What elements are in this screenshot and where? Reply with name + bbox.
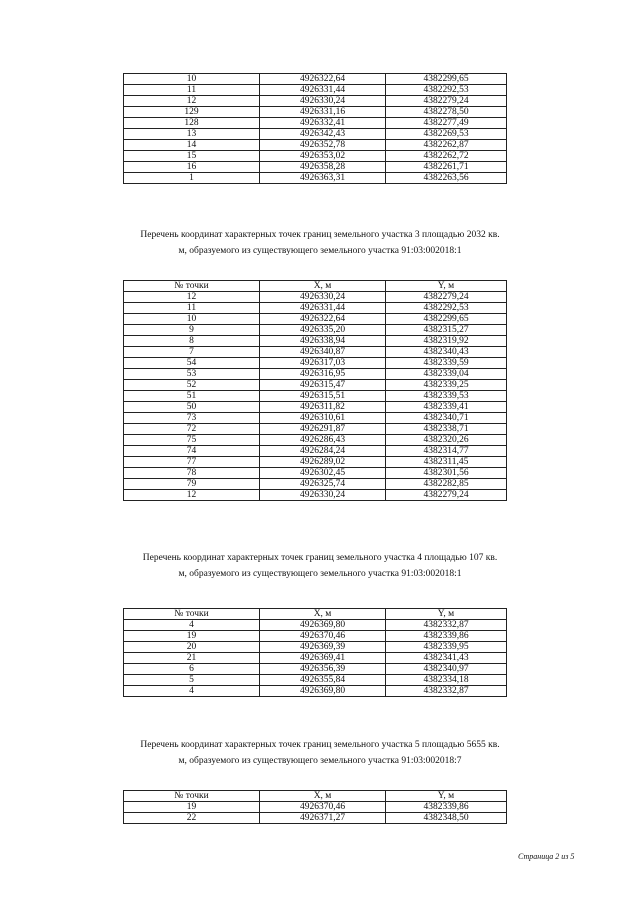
caption-line-2: м, образуемого из существующего земельного участка 91:03:002018:1 [178,569,462,579]
y-coordinate-cell: 4382339,25 [386,380,507,391]
x-coordinate-cell: 4926330,24 [260,490,386,501]
coordinates-table-continued [123,73,507,184]
caption-line-2: м, образуемого из существующего земельного участка 91:03:002018:1 [178,246,462,256]
y-coordinate-cell: 4382319,92 [386,336,507,347]
table-row [124,446,507,457]
x-coordinate-cell: 4926291,87 [260,424,386,435]
caption-plot-3 [120,227,520,259]
y-coordinate-cell: 4382263,56 [386,173,507,184]
x-coordinate-cell: 4926352,78 [260,140,386,151]
x-coordinate-cell: 4926358,28 [260,162,386,173]
point-number-cell: 20 [124,642,260,653]
x-coordinate-cell: 4926332,41 [260,118,386,129]
table-row [124,675,507,686]
table-row [124,118,507,129]
point-number-cell: 128 [124,118,260,129]
table-row [124,435,507,446]
table-body [124,292,507,501]
y-coordinate-cell: 4382299,65 [386,314,507,325]
col-point-number-header: № точки [124,791,260,802]
y-coordinate-cell: 4382340,71 [386,413,507,424]
point-number-cell: 51 [124,391,260,402]
y-coordinate-cell: 4382314,77 [386,446,507,457]
point-number-cell: 9 [124,325,260,336]
table-row [124,413,507,424]
table-row [124,802,507,813]
y-coordinate-cell: 4382338,71 [386,424,507,435]
caption-line-2: м, образуемого из существующего земельного участка 91:03:002018:7 [178,756,462,766]
x-coordinate-cell: 4926340,87 [260,347,386,358]
point-number-cell: 73 [124,413,260,424]
table-row [124,813,507,824]
y-coordinate-cell: 4382339,86 [386,631,507,642]
header-row [124,281,507,292]
y-coordinate-cell: 4382339,53 [386,391,507,402]
point-number-cell: 4 [124,686,260,697]
y-coordinate-cell: 4382279,24 [386,292,507,303]
col-y-header: Y, м [386,609,507,620]
y-coordinate-cell: 4382339,41 [386,402,507,413]
x-coordinate-cell: 4926330,24 [260,292,386,303]
point-number-cell: 4 [124,620,260,631]
x-coordinate-cell: 4926315,51 [260,391,386,402]
table-row [124,391,507,402]
table-row [124,468,507,479]
point-number-cell: 8 [124,336,260,347]
point-number-cell: 12 [124,292,260,303]
y-coordinate-cell: 4382262,87 [386,140,507,151]
x-coordinate-cell: 4926311,82 [260,402,386,413]
x-coordinate-cell: 4926302,45 [260,468,386,479]
x-coordinate-cell: 4926370,46 [260,631,386,642]
col-x-header: X, м [260,281,386,292]
point-number-cell: 1 [124,173,260,184]
y-coordinate-cell: 4382311,45 [386,457,507,468]
y-coordinate-cell: 4382315,27 [386,325,507,336]
x-coordinate-cell: 4926315,47 [260,380,386,391]
caption-line-1: Перечень координат характерных точек границ земельного участка 3 площадью 2032 кв. [140,230,500,240]
point-number-cell: 15 [124,151,260,162]
y-coordinate-cell: 4382261,71 [386,162,507,173]
table-row [124,490,507,501]
table-body [124,74,507,184]
point-number-cell: 10 [124,314,260,325]
table-row [124,358,507,369]
point-number-cell: 54 [124,358,260,369]
y-coordinate-cell: 4382340,97 [386,664,507,675]
y-coordinate-cell: 4382292,53 [386,303,507,314]
caption-plot-5 [120,737,520,769]
table-row [124,162,507,173]
x-coordinate-cell: 4926369,39 [260,642,386,653]
y-coordinate-cell: 4382292,53 [386,85,507,96]
table-row [124,380,507,391]
y-coordinate-cell: 4382269,53 [386,129,507,140]
point-number-cell: 53 [124,369,260,380]
col-x-header: X, м [260,791,386,802]
x-coordinate-cell: 4926353,02 [260,151,386,162]
point-number-cell: 13 [124,129,260,140]
point-number-cell: 7 [124,347,260,358]
x-coordinate-cell: 4926369,80 [260,686,386,697]
point-number-cell: 50 [124,402,260,413]
table-row [124,631,507,642]
table-row [124,653,507,664]
point-number-cell: 21 [124,653,260,664]
point-number-cell: 14 [124,140,260,151]
point-number-cell: 22 [124,813,260,824]
coordinates-table-plot-3 [123,280,507,501]
x-coordinate-cell: 4926317,03 [260,358,386,369]
y-coordinate-cell: 4382339,04 [386,369,507,380]
point-number-cell: 52 [124,380,260,391]
y-coordinate-cell: 4382301,56 [386,468,507,479]
point-number-cell: 19 [124,631,260,642]
x-coordinate-cell: 4926371,27 [260,813,386,824]
point-number-cell: 12 [124,96,260,107]
table-row [124,74,507,85]
x-coordinate-cell: 4926322,64 [260,314,386,325]
y-coordinate-cell: 4382279,24 [386,490,507,501]
y-coordinate-cell: 4382320,26 [386,435,507,446]
x-coordinate-cell: 4926370,46 [260,802,386,813]
point-number-cell: 74 [124,446,260,457]
point-number-cell: 72 [124,424,260,435]
table-row [124,686,507,697]
table-row [124,664,507,675]
table-row [124,325,507,336]
header-row [124,609,507,620]
table-row [124,173,507,184]
point-number-cell: 5 [124,675,260,686]
y-coordinate-cell: 4382339,95 [386,642,507,653]
y-coordinate-cell: 4382340,43 [386,347,507,358]
x-coordinate-cell: 4926369,41 [260,653,386,664]
x-coordinate-cell: 4926289,02 [260,457,386,468]
table-row [124,369,507,380]
table-row [124,457,507,468]
y-coordinate-cell: 4382277,49 [386,118,507,129]
point-number-cell: 12 [124,490,260,501]
col-x-header: X, м [260,609,386,620]
table-row [124,129,507,140]
x-coordinate-cell: 4926356,39 [260,664,386,675]
x-coordinate-cell: 4926330,24 [260,96,386,107]
point-number-cell: 6 [124,664,260,675]
y-coordinate-cell: 4382334,18 [386,675,507,686]
y-coordinate-cell: 4382262,72 [386,151,507,162]
point-number-cell: 75 [124,435,260,446]
table-row [124,292,507,303]
x-coordinate-cell: 4926355,84 [260,675,386,686]
x-coordinate-cell: 4926325,74 [260,479,386,490]
table-row [124,402,507,413]
coordinates-table-plot-5 [123,790,507,824]
table-row [124,424,507,435]
point-number-cell: 19 [124,802,260,813]
page-number: Страница 2 из 5 [518,852,575,861]
table-row [124,347,507,358]
x-coordinate-cell: 4926331,16 [260,107,386,118]
y-coordinate-cell: 4382278,50 [386,107,507,118]
y-coordinate-cell: 4382339,86 [386,802,507,813]
x-coordinate-cell: 4926338,94 [260,336,386,347]
y-coordinate-cell: 4382282,85 [386,479,507,490]
table-body [124,802,507,824]
table-row [124,85,507,96]
point-number-cell: 11 [124,303,260,314]
caption-plot-4 [120,550,520,582]
x-coordinate-cell: 4926331,44 [260,303,386,314]
point-number-cell: 77 [124,457,260,468]
caption-line-1: Перечень координат характерных точек границ земельного участка 5 площадью 5655 кв. [140,740,500,750]
y-coordinate-cell: 4382348,50 [386,813,507,824]
col-y-header: Y, м [386,791,507,802]
x-coordinate-cell: 4926310,61 [260,413,386,424]
table-row [124,96,507,107]
header-row [124,791,507,802]
table-row [124,107,507,118]
table-row [124,140,507,151]
x-coordinate-cell: 4926335,20 [260,325,386,336]
table-row [124,336,507,347]
x-coordinate-cell: 4926284,24 [260,446,386,457]
y-coordinate-cell: 4382279,24 [386,96,507,107]
x-coordinate-cell: 4926342,43 [260,129,386,140]
point-number-cell: 129 [124,107,260,118]
table-row [124,303,507,314]
table-row [124,314,507,325]
x-coordinate-cell: 4926363,31 [260,173,386,184]
table-row [124,620,507,631]
y-coordinate-cell: 4382332,87 [386,686,507,697]
point-number-cell: 79 [124,479,260,490]
x-coordinate-cell: 4926369,80 [260,620,386,631]
y-coordinate-cell: 4382339,59 [386,358,507,369]
x-coordinate-cell: 4926316,95 [260,369,386,380]
table-header [124,791,507,802]
x-coordinate-cell: 4926286,43 [260,435,386,446]
x-coordinate-cell: 4926322,64 [260,74,386,85]
point-number-cell: 10 [124,74,260,85]
caption-line-1: Перечень координат характерных точек границ земельного участка 4 площадью 107 кв. [142,553,498,563]
point-number-cell: 78 [124,468,260,479]
col-point-number-header: № точки [124,281,260,292]
table-header [124,281,507,292]
y-coordinate-cell: 4382299,65 [386,74,507,85]
table-row [124,642,507,653]
table-row [124,479,507,490]
table-row [124,151,507,162]
table-header [124,609,507,620]
col-point-number-header: № точки [124,609,260,620]
point-number-cell: 16 [124,162,260,173]
point-number-cell: 11 [124,85,260,96]
col-y-header: Y, м [386,281,507,292]
y-coordinate-cell: 4382341,43 [386,653,507,664]
x-coordinate-cell: 4926331,44 [260,85,386,96]
table-body [124,620,507,697]
y-coordinate-cell: 4382332,87 [386,620,507,631]
coordinates-table-plot-4 [123,608,507,697]
